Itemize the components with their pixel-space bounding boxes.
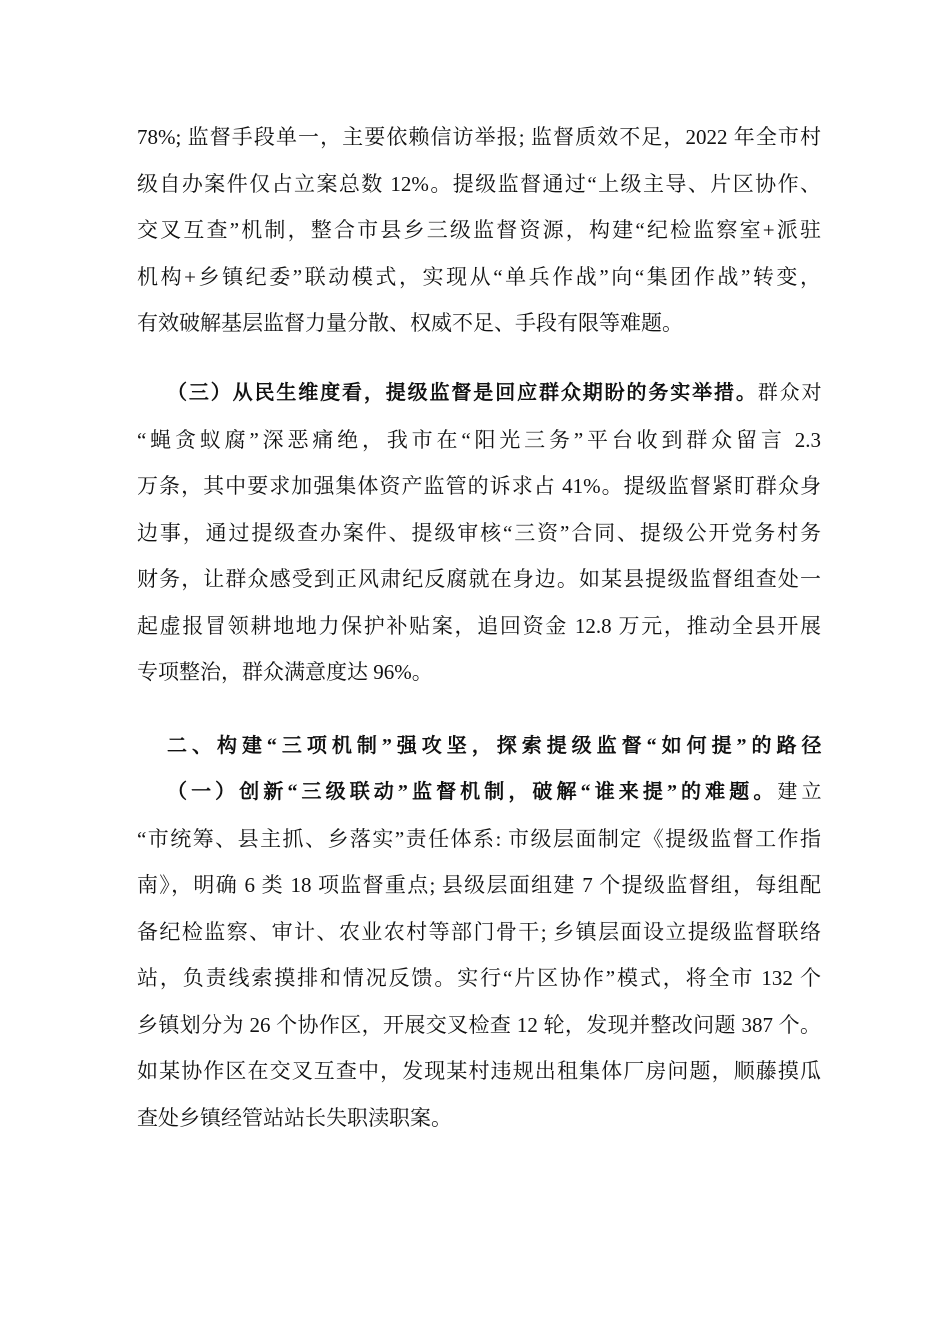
- text-line: [137, 308, 821, 355]
- body-text: 有效破解基层监督力量分散、权威不足、手段有限等难题。: [137, 311, 683, 335]
- body-text: 如某协作区在交叉互查中，发现某村违规出租集体厂房问题，顺藤摸瓜: [137, 1059, 821, 1083]
- body-text: “蝇贪蚁腐”深恶痛绝，我市在“阳光三务”平台收到群众留言 2.3: [137, 427, 821, 452]
- body-text: “市统筹、县主抓、乡落实”责任体系: 市级层面制定《提级监督工作指: [137, 826, 821, 851]
- text-line: [137, 169, 821, 216]
- text-line: [137, 215, 821, 262]
- text-line: [137, 564, 821, 611]
- body-text: 边事，通过提级查办案件、提级审核“三资”合同、提级公开党务村务: [137, 520, 821, 545]
- body-text: 机构+乡镇纪委”联动模式，实现从“单兵作战”向“集团作战”转变，: [137, 264, 821, 289]
- text-line: [137, 1103, 821, 1150]
- body-text: 专项整治，群众满意度达 96%。: [137, 660, 433, 684]
- document-body: [137, 122, 821, 1149]
- text-line: [137, 870, 821, 917]
- body-text: 万条，其中要求加强集体资产监管的诉求占 41%。提级监督紧盯群众身: [137, 474, 821, 498]
- text-line: [137, 262, 821, 309]
- body-text: 查处乡镇经管站站长失职渎职案。: [137, 1105, 452, 1130]
- heading-line: [137, 731, 821, 778]
- text-line: [137, 657, 821, 704]
- text-line: [137, 611, 821, 658]
- text-line: [137, 963, 821, 1010]
- text-line: [137, 122, 821, 169]
- bold-heading-text: 二、构建“三项机制”强攻坚，探索提级监督“如何提”的路径: [167, 734, 821, 757]
- heading-line: [137, 378, 821, 425]
- text-line: [137, 824, 821, 871]
- body-text: 南》，明确 6 类 18 项监督重点; 县级层面组建 7 个提级监督组，每组配: [137, 873, 821, 897]
- body-text: 起虚报冒领耕地地力保护补贴案，追回资金 12.8 万元，推动全县开展: [137, 613, 821, 638]
- text-line: [137, 518, 821, 565]
- body-text: 级自办案件仅占立案总数 12%。提级监督通过“上级主导、片区协作、: [137, 171, 821, 196]
- body-text: 78%; 监督手段单一，主要依赖信访举报; 监督质效不足，2022 年全市村: [137, 125, 821, 149]
- text-line: [137, 425, 821, 472]
- bold-heading-text: （三）从民生维度看，提级监督是回应群众期盼的务实举措。: [167, 382, 758, 404]
- body-text: 交叉互查”机制，整合市县乡三级监督资源，构建“纪检监察室+派驻: [137, 218, 821, 242]
- text-line: [137, 1056, 821, 1103]
- text-line: [137, 471, 821, 518]
- body-text: 备纪检监察、审计、农业农村等部门骨干; 乡镇层面设立提级监督联络: [137, 919, 821, 944]
- body-text: 建立: [777, 781, 822, 803]
- text-line: [137, 917, 821, 964]
- bold-heading-text: （一）创新“三级联动”监督机制，破解“谁来提”的难题。: [167, 781, 778, 803]
- body-text: 群众对: [757, 382, 822, 404]
- body-text: 财务，让群众感受到正风肃纪反腐就在身边。如某县提级监督组查处一: [137, 567, 821, 591]
- body-text: 乡镇划分为 26 个协作区，开展交叉检查 12 轮，发现并整改问题 387 个。: [137, 1012, 821, 1037]
- text-line: [137, 1010, 821, 1057]
- body-text: 站，负责线索摸排和情况反馈。实行“片区协作”模式，将全市 132 个: [137, 966, 821, 990]
- heading-line: [137, 777, 821, 824]
